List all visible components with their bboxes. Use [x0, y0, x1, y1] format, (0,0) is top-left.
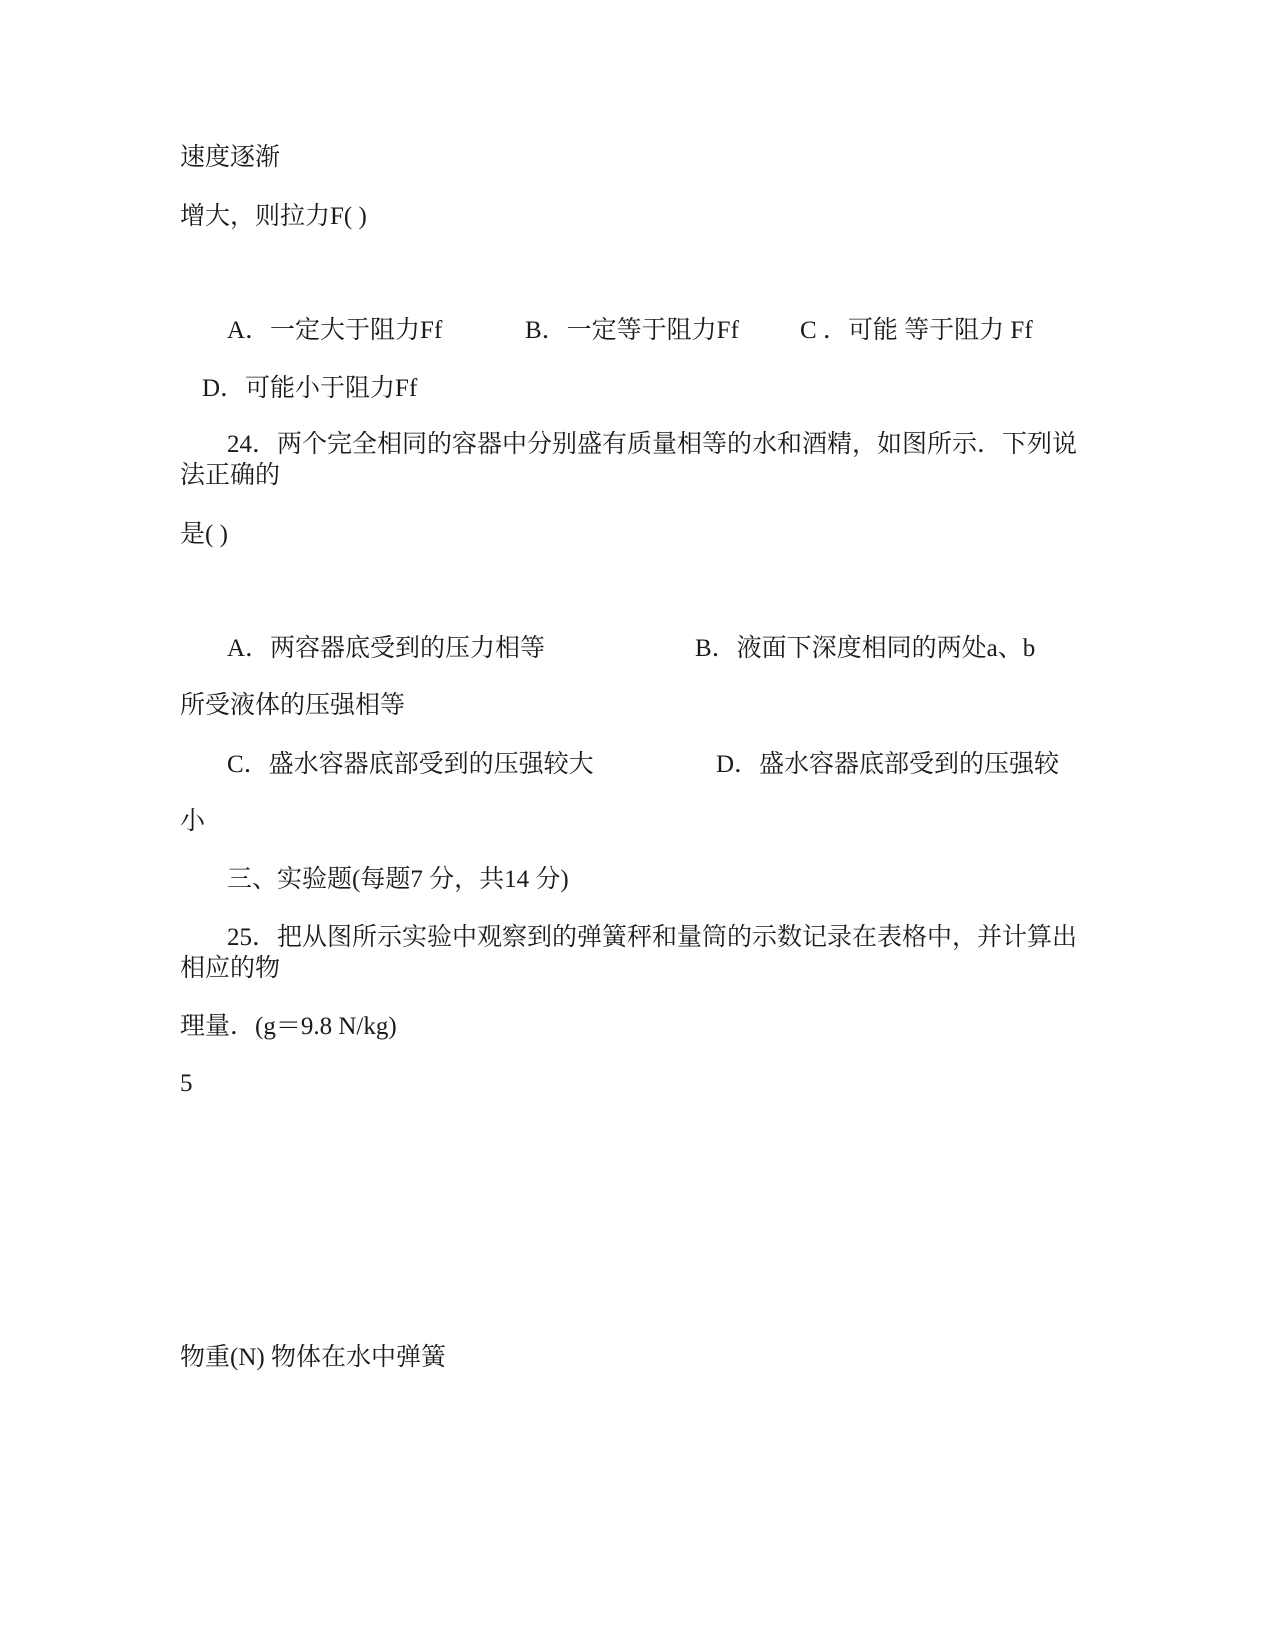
- q24-stem-line1: 24．两个完全相同的容器中分别盛有质量相等的水和酒精，如图所示．下列说: [227, 431, 1078, 458]
- q23-option-d: D．可能小于阻力Ff: [202, 375, 418, 402]
- q24-option-d: D．盛水容器底部受到的压强较: [716, 751, 1060, 778]
- q24-stem-line3: 是( ): [180, 521, 228, 548]
- page-number: 5: [180, 1070, 193, 1097]
- q23-option-c: C ．可能 等于阻力 Ff: [800, 317, 1033, 344]
- q24-option-b: B．液面下深度相同的两处a、b: [695, 635, 1036, 662]
- q24-option-c: C．盛水容器底部受到的压强较大: [227, 751, 594, 778]
- q25-stem-line1: 25．把从图所示实验中观察到的弹簧秤和量筒的示数记录在表格中，并计算出: [227, 924, 1078, 951]
- q23-stem-line2: 增大，则拉力F( ): [180, 203, 367, 230]
- q23-option-a: A．一定大于阻力Ff: [227, 317, 443, 344]
- table-header: 物重(N) 物体在水中弹簧: [180, 1344, 446, 1371]
- q25-stem-line2: 相应的物: [180, 955, 281, 982]
- q25-stem-line3: 理量．(g＝9.8 N/kg): [180, 1013, 397, 1040]
- section3-heading: 三、实验题(每题7 分，共14 分): [227, 866, 569, 893]
- q23-stem-line1: 速度逐渐: [180, 144, 281, 171]
- q24-stem-line2: 法正确的: [180, 462, 281, 489]
- q24-option-a: A．两容器底受到的压力相等: [227, 635, 546, 662]
- q23-option-b: B．一定等于阻力Ff: [525, 317, 739, 344]
- q24-option-b-continued: 所受液体的压强相等: [180, 692, 406, 719]
- q24-option-d-continued: 小: [180, 808, 206, 835]
